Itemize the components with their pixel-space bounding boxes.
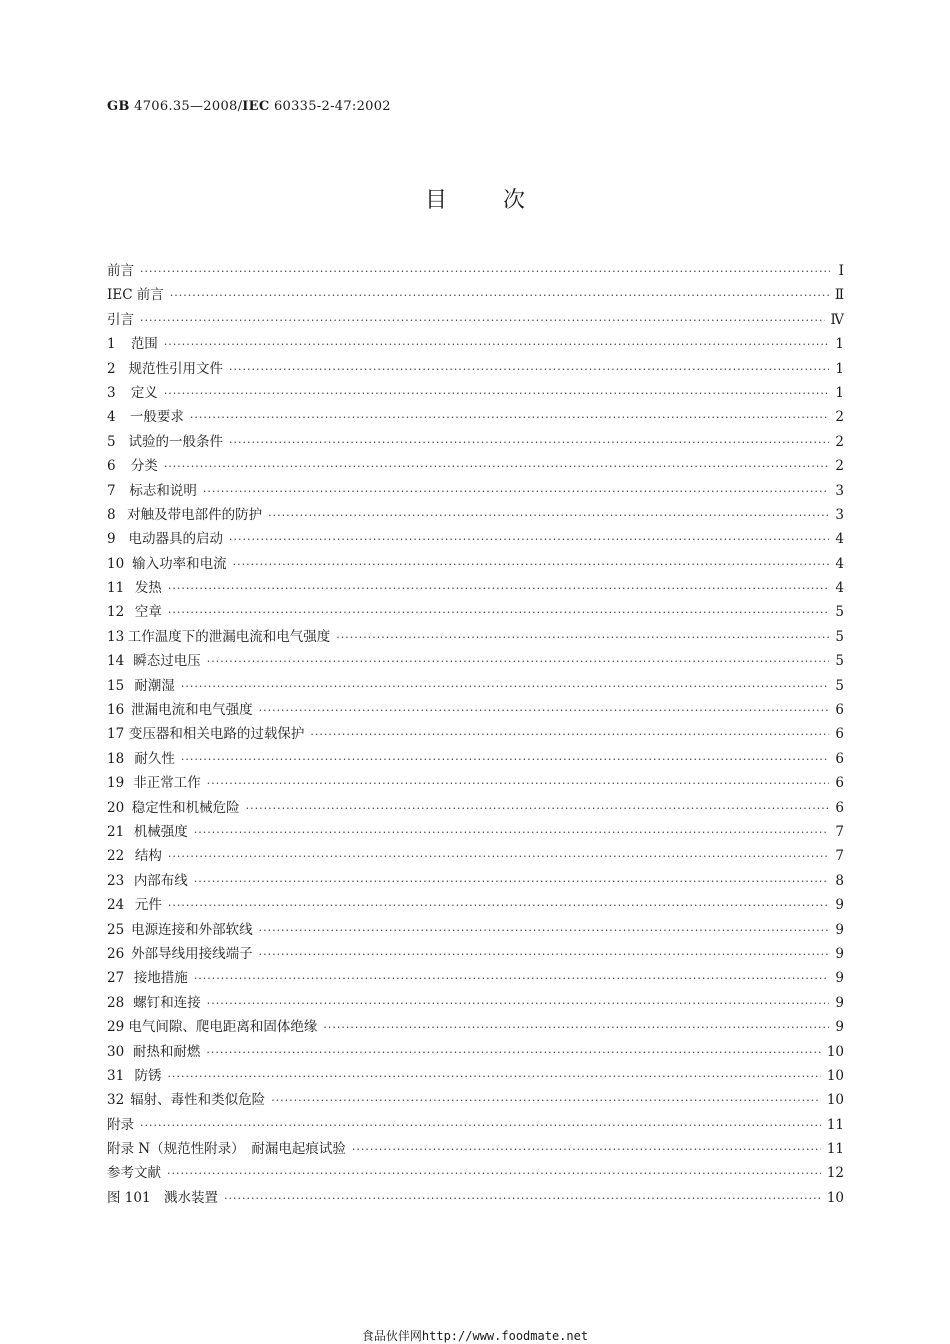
toc-dot-leader (168, 894, 830, 918)
toc-entry[interactable] (107, 844, 844, 868)
toc-entry-page: 7 (835, 848, 844, 865)
toc-entry[interactable] (107, 454, 844, 478)
toc-entry-page: 1 (835, 336, 844, 353)
toc-entry[interactable] (107, 1088, 844, 1112)
toc-entry-page: 5 (835, 628, 844, 645)
toc-entry[interactable] (107, 405, 844, 429)
toc-dot-leader (246, 797, 830, 821)
toc-dot-leader (259, 919, 830, 943)
toc-entry-page: 5 (835, 677, 844, 694)
toc-dot-leader (229, 431, 829, 455)
toc-entry[interactable] (107, 381, 844, 405)
toc-entry[interactable] (107, 1137, 844, 1161)
toc-dot-leader (268, 504, 829, 528)
toc-entry-page: 1 (835, 384, 844, 401)
toc-entry-number: 2 (107, 360, 116, 377)
toc-entry[interactable] (107, 430, 844, 454)
toc-entry[interactable] (107, 625, 844, 649)
toc-entry-number: 6 (107, 458, 116, 475)
toc-entry-number: 9 (107, 531, 116, 548)
toc-entry-label: 稳定性和机械危险 (131, 799, 240, 816)
toc-dot-leader (207, 772, 830, 796)
toc-entry-number: 18 (107, 750, 125, 767)
toc-entry-label: 外部导线用接线端子 (131, 945, 253, 962)
toc-dot-leader (224, 1187, 821, 1211)
toc-dot-leader (168, 577, 830, 601)
toc-entry[interactable] (107, 747, 844, 771)
toc-entry-number: 17 (107, 726, 125, 743)
toc-entry-page: 5 (835, 604, 844, 621)
toc-entry[interactable] (107, 796, 844, 820)
toc-dot-leader (310, 723, 829, 747)
toc-entry-number: 23 (107, 872, 125, 889)
title-char-1: 目 (424, 188, 447, 213)
toc-entry-number: 20 (107, 799, 125, 816)
toc-entry-label: 螺钉和连接 (133, 994, 201, 1011)
toc-dot-leader (170, 284, 829, 308)
toc-entry-number: 28 (107, 994, 125, 1011)
toc-dot-leader (181, 675, 830, 699)
toc-entry-number: 31 (107, 1067, 125, 1084)
iec-number: 60335-2-47:2002 (273, 99, 391, 114)
table-of-contents (107, 259, 844, 1210)
toc-entry-page: 3 (835, 506, 844, 523)
toc-entry-number: 21 (107, 823, 125, 840)
toc-entry[interactable] (107, 576, 844, 600)
toc-entry-label: 发热 (134, 580, 162, 597)
footer-watermark: 食品伙伴网http://www.foodmate.net (361, 1329, 589, 1343)
toc-entry-page: 11 (826, 1141, 844, 1158)
toc-entry-page: 9 (835, 945, 844, 962)
toc-entry-page: Ⅳ (830, 311, 844, 328)
toc-entry[interactable] (107, 893, 844, 917)
toc-dot-leader (194, 870, 830, 894)
toc-entry[interactable] (107, 966, 844, 990)
toc-entry-label: 防锈 (134, 1067, 162, 1084)
toc-entry-label: 标志和说明 (129, 482, 197, 499)
std-number: 4706.35—2008/ (134, 99, 243, 114)
toc-dot-leader (271, 1089, 821, 1113)
toc-entry[interactable] (107, 552, 844, 576)
toc-entry-number: 14 (107, 653, 125, 670)
toc-entry-label: 元件 (134, 897, 162, 914)
toc-dot-leader (206, 1041, 820, 1065)
toc-entry-label: 结构 (134, 848, 162, 865)
toc-entry-number: 8 (107, 506, 116, 523)
toc-dot-leader (194, 821, 830, 845)
toc-dot-leader (164, 455, 830, 479)
toc-entry-label: 附录 N（规范性附录） 耐漏电起痕试验 (107, 1141, 346, 1158)
toc-entry-number: 24 (107, 897, 125, 914)
toc-dot-leader (352, 1138, 821, 1162)
toc-entry[interactable] (107, 722, 844, 746)
toc-entry-label: 输入功率和电流 (132, 555, 227, 572)
toc-entry-page: Ⅱ (834, 287, 844, 304)
toc-entry[interactable] (107, 357, 844, 381)
toc-entry-label: 工作温度下的泄漏电流和电气强度 (127, 628, 331, 645)
toc-entry-page: 12 (826, 1165, 844, 1182)
toc-entry[interactable] (107, 1064, 844, 1088)
toc-entry-number: 30 (107, 1043, 125, 1060)
toc-entry-page: 9 (835, 897, 844, 914)
toc-entry-label: 泄漏电流和电气强度 (131, 702, 253, 719)
toc-entry-page: 7 (835, 823, 844, 840)
toc-entry-number: 7 (107, 482, 116, 499)
toc-entry-label: 附录 (107, 1116, 134, 1133)
toc-entry-page: 6 (835, 799, 844, 816)
toc-entry[interactable] (107, 942, 844, 966)
toc-entry-number: 26 (107, 945, 125, 962)
toc-entry[interactable] (107, 259, 844, 283)
toc-entry-page: 2 (835, 458, 844, 475)
toc-dot-leader (167, 1162, 821, 1186)
toc-entry[interactable] (107, 479, 844, 503)
toc-entry-number: 25 (107, 921, 125, 938)
toc-entry[interactable] (107, 332, 844, 356)
toc-entry-page: 5 (835, 653, 844, 670)
toc-dot-leader (203, 480, 829, 504)
title-char-2: 次 (503, 188, 526, 213)
toc-entry-label: 接地措施 (133, 970, 188, 987)
toc-entry-page: 2 (835, 433, 844, 450)
toc-entry-page: 6 (835, 702, 844, 719)
toc-dot-leader (233, 553, 830, 577)
toc-entry[interactable] (107, 991, 844, 1015)
toc-entry-label: 试验的一般条件 (128, 433, 223, 450)
toc-entry[interactable] (107, 308, 844, 332)
toc-dot-leader (140, 1114, 821, 1138)
toc-entry-label: 一般要求 (129, 409, 184, 426)
toc-entry-number: 11 (107, 580, 125, 597)
toc-entry-page: 4 (835, 531, 844, 548)
std-prefix: GB (107, 99, 130, 114)
toc-entry-number: 27 (107, 970, 125, 987)
toc-entry[interactable] (107, 600, 844, 624)
toc-dot-leader (190, 406, 830, 430)
toc-dot-leader (259, 699, 830, 723)
toc-entry[interactable] (107, 1015, 844, 1039)
toc-dot-leader (323, 1016, 829, 1040)
toc-entry[interactable] (107, 1040, 844, 1064)
toc-entry-page: 8 (835, 872, 844, 889)
toc-entry-number: 3 (107, 384, 116, 401)
toc-entry-label: 变压器和相关电路的过载保护 (128, 726, 305, 743)
toc-entry-page: 3 (835, 482, 844, 499)
toc-entry-number: 29 (107, 1019, 125, 1036)
toc-entry-page: 9 (835, 1019, 844, 1036)
toc-dot-leader (140, 309, 825, 333)
toc-entry[interactable] (107, 918, 844, 942)
toc-entry-number: 15 (107, 677, 125, 694)
toc-entry[interactable] (107, 698, 844, 722)
toc-entry[interactable] (107, 771, 844, 795)
toc-entry-label: 对触及带电部件的防护 (127, 506, 263, 523)
toc-dot-leader (229, 528, 829, 552)
toc-entry[interactable] (107, 649, 844, 673)
toc-entry-label: 机械强度 (133, 823, 188, 840)
toc-dot-leader (164, 382, 830, 406)
toc-dot-leader (336, 626, 829, 650)
document-header (107, 99, 391, 114)
toc-entry-label: 耐久性 (134, 750, 175, 767)
toc-entry-page: 4 (835, 580, 844, 597)
toc-dot-leader (168, 845, 830, 869)
toc-entry-page: 9 (835, 921, 844, 938)
toc-entry-number: 19 (107, 775, 125, 792)
toc-entry-page: 6 (835, 750, 844, 767)
toc-entry-number: 13 (107, 628, 125, 645)
toc-dot-leader (229, 358, 829, 382)
toc-entry[interactable] (107, 503, 844, 527)
toc-entry-number: 10 (107, 555, 125, 572)
toc-entry-label: 范围 (130, 336, 158, 353)
toc-entry-number: 4 (107, 409, 116, 426)
toc-entry-label: 前言 (107, 263, 134, 279)
toc-entry[interactable] (107, 527, 844, 551)
toc-entry-page: 1 (835, 360, 844, 377)
toc-entry-number: 12 (107, 604, 125, 621)
toc-entry-page: 10 (826, 1067, 844, 1084)
toc-entry-page: 11 (826, 1116, 844, 1133)
toc-dot-leader (168, 601, 830, 625)
toc-entry-page: 6 (835, 775, 844, 792)
toc-entry-number: 5 (107, 433, 116, 450)
toc-entry[interactable] (107, 869, 844, 893)
iec-prefix: IEC (242, 99, 270, 114)
toc-entry-label: 非正常工作 (133, 775, 201, 792)
toc-dot-leader (181, 748, 830, 772)
toc-dot-leader (259, 943, 830, 967)
toc-entry-number: 22 (107, 848, 125, 865)
toc-entry-label: 电气间隙、爬电距离和固体绝缘 (128, 1019, 318, 1036)
toc-entry-label: 空章 (134, 604, 162, 621)
toc-entry-label: 瞬态过电压 (133, 653, 201, 670)
toc-entry[interactable] (107, 1113, 844, 1137)
toc-entry-page: 9 (835, 970, 844, 987)
toc-entry-label: 定义 (130, 384, 158, 401)
toc-entry[interactable] (107, 674, 844, 698)
toc-entry-label: 规范性引用文件 (128, 360, 223, 377)
toc-entry[interactable] (107, 820, 844, 844)
toc-entry-page: Ⅰ (838, 263, 844, 279)
toc-entry-label: 耐潮湿 (134, 677, 175, 694)
toc-entry-number: 1 (107, 336, 116, 353)
toc-entry-page: 6 (835, 726, 844, 743)
toc-dot-leader (207, 992, 830, 1016)
toc-entry[interactable] (107, 1186, 844, 1210)
page-title (0, 183, 950, 214)
toc-entry-page: 2 (835, 409, 844, 426)
toc-entry[interactable] (107, 1161, 844, 1185)
toc-entry-number: 32 (107, 1092, 125, 1109)
toc-entry-label: 电动器具的启动 (128, 531, 223, 548)
toc-entry-page: 10 (826, 1043, 844, 1060)
toc-dot-leader (164, 333, 830, 357)
toc-entry-page: 10 (826, 1092, 844, 1109)
toc-dot-leader (140, 260, 830, 284)
toc-entry-page: 4 (835, 555, 844, 572)
toc-entry[interactable] (107, 283, 844, 307)
toc-entry-label: 内部布线 (133, 872, 188, 889)
toc-entry-label: 图 101 溅水装置 (107, 1189, 219, 1206)
toc-dot-leader (194, 967, 830, 991)
toc-dot-leader (207, 650, 830, 674)
toc-entry-label: 电源连接和外部软线 (131, 921, 253, 938)
toc-entry-page: 10 (826, 1189, 844, 1206)
toc-entry-label: 分类 (130, 458, 158, 475)
toc-entry-label: 引言 (107, 311, 134, 328)
toc-entry-label: 辐射、毒性和类似危险 (130, 1092, 266, 1109)
toc-dot-leader (168, 1065, 821, 1089)
toc-entry-number: 16 (107, 702, 125, 719)
toc-entry-label: IEC 前言 (107, 287, 164, 304)
toc-entry-label: 参考文献 (107, 1165, 161, 1182)
toc-entry-label: 耐热和耐燃 (132, 1043, 201, 1060)
toc-entry-page: 9 (835, 994, 844, 1011)
